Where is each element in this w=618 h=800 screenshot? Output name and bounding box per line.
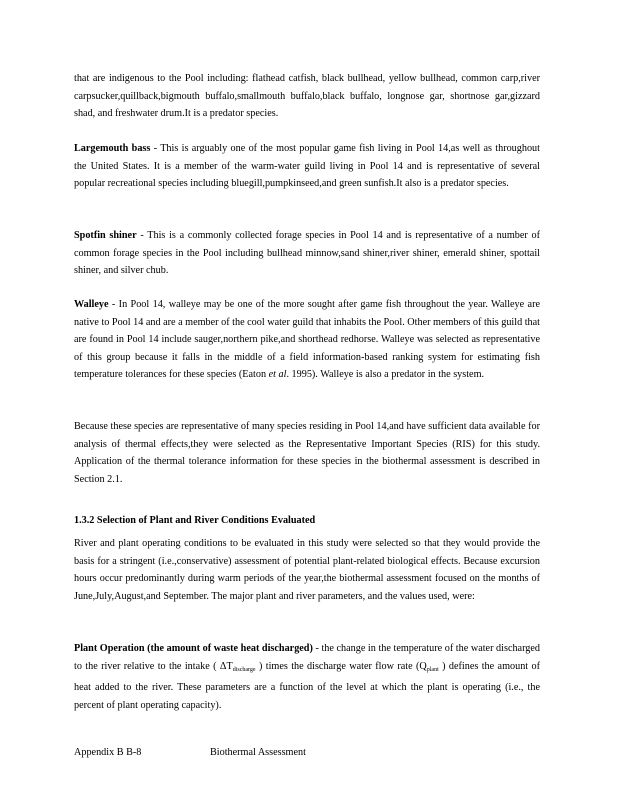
- ris-text: Because these species are representative of many species residing in Pool 14,and have sufficient data available for analysis of thermal effects,they were selected as the Representative Important Species (RIS) for this study. Application of the thermal tolerance information for these species in the biothermal assessment is described in Section 2.1.: [74, 421, 540, 485]
- plant-operation-text-1: - the change in the temperature of the water discharged to the river relative to the intake (: [74, 643, 541, 672]
- largemouth-bass-text: - This is arguably one of the most popular game fish living in Pool 14,as well as throughout the United States. It is a member of the warm-water guild living in Pool 14 and is representative of several popular recreational species including bluegill,pumpkinseed,and green sunfish.It also is a predator species.: [74, 143, 540, 190]
- footer-title: Biothermal Assessment: [210, 747, 306, 758]
- spotfin-shiner-paragraph: [74, 227, 540, 280]
- plant-operation-text-3: ) defines the amount of heat added to the river. These parameters are a function of the level at which the plant is operating (i.e., the percent of plant operating capacity).: [74, 660, 540, 711]
- q-plant-subscript: plant: [426, 666, 439, 673]
- delta-t-subscript: discharge: [232, 666, 256, 673]
- largemouth-bass-paragraph: [74, 140, 540, 193]
- selection-paragraph: [74, 535, 540, 605]
- plant-operation-term: Plant Operation (the amount of waste heat discharged): [74, 643, 313, 654]
- largemouth-bass-term: Largemouth bass: [74, 143, 151, 154]
- intro-paragraph: [74, 70, 540, 123]
- plant-operation-text-2: ) times the discharge water flow rate (Q: [255, 660, 427, 672]
- delta-t-symbol: ΔT: [219, 660, 233, 672]
- selection-text: River and plant operating conditions to be evaluated in this study were selected so that they would provide the basis for a stringent (i.e.,conservative) assessment of potential plant-related biological effects. Because excursion hours occur predominantly during warm periods of the year,the biothermal assessment focused on the months of June,July,August,and September. The major plant and river parameters, and the values used, were:: [74, 538, 540, 602]
- intro-text: that are indigenous to the Pool including: flathead catfish, black bullhead, yellow bullhead, common carp,river carpsucker,quillback,bigmouth buffalo,smallmouth buffalo,black buffalo, longnose gar, shortnose gar,gizzard shad, and freshwater drum.It is a predator species.: [74, 73, 540, 120]
- ris-paragraph: [74, 418, 540, 488]
- footer-appendix: Appendix B B-8: [74, 747, 142, 758]
- page-footer: [74, 744, 540, 762]
- section-heading-text: 1.3.2 Selection of Plant and River Conditions Evaluated: [74, 515, 316, 526]
- spotfin-shiner-text: - This is a commonly collected forage species in Pool 14 and is representative of a number of common forage species in the Pool including bullhead minnow,sand shiner,river shiner, emerald shiner, spottail shiner, and silver chub.: [74, 230, 540, 277]
- walleye-text-after: . 1995). Walleye is also a predator in the system.: [286, 369, 485, 381]
- plant-operation-paragraph: [74, 640, 540, 714]
- walleye-term: Walleye: [74, 299, 109, 310]
- section-heading: [74, 512, 540, 530]
- walleye-text-before: - In Pool 14, walleye may be one of the more sought after game fish throughout the year. Walleye are native to Pool 14 and are a member of the cool water guild that inhabits the Pool. Other members of this guild that are found in Pool 14 include sauger,northern pike,and shorthead redhorse. Walleye was selected as representative of this group because it falls in the middle of a field information-based ranking system for estimating fish temperature tolerances for these species (Eaton: [74, 299, 540, 381]
- walleye-paragraph: [74, 296, 540, 384]
- walleye-et-al: et al: [268, 369, 287, 381]
- spotfin-shiner-term: Spotfin shiner: [74, 230, 137, 241]
